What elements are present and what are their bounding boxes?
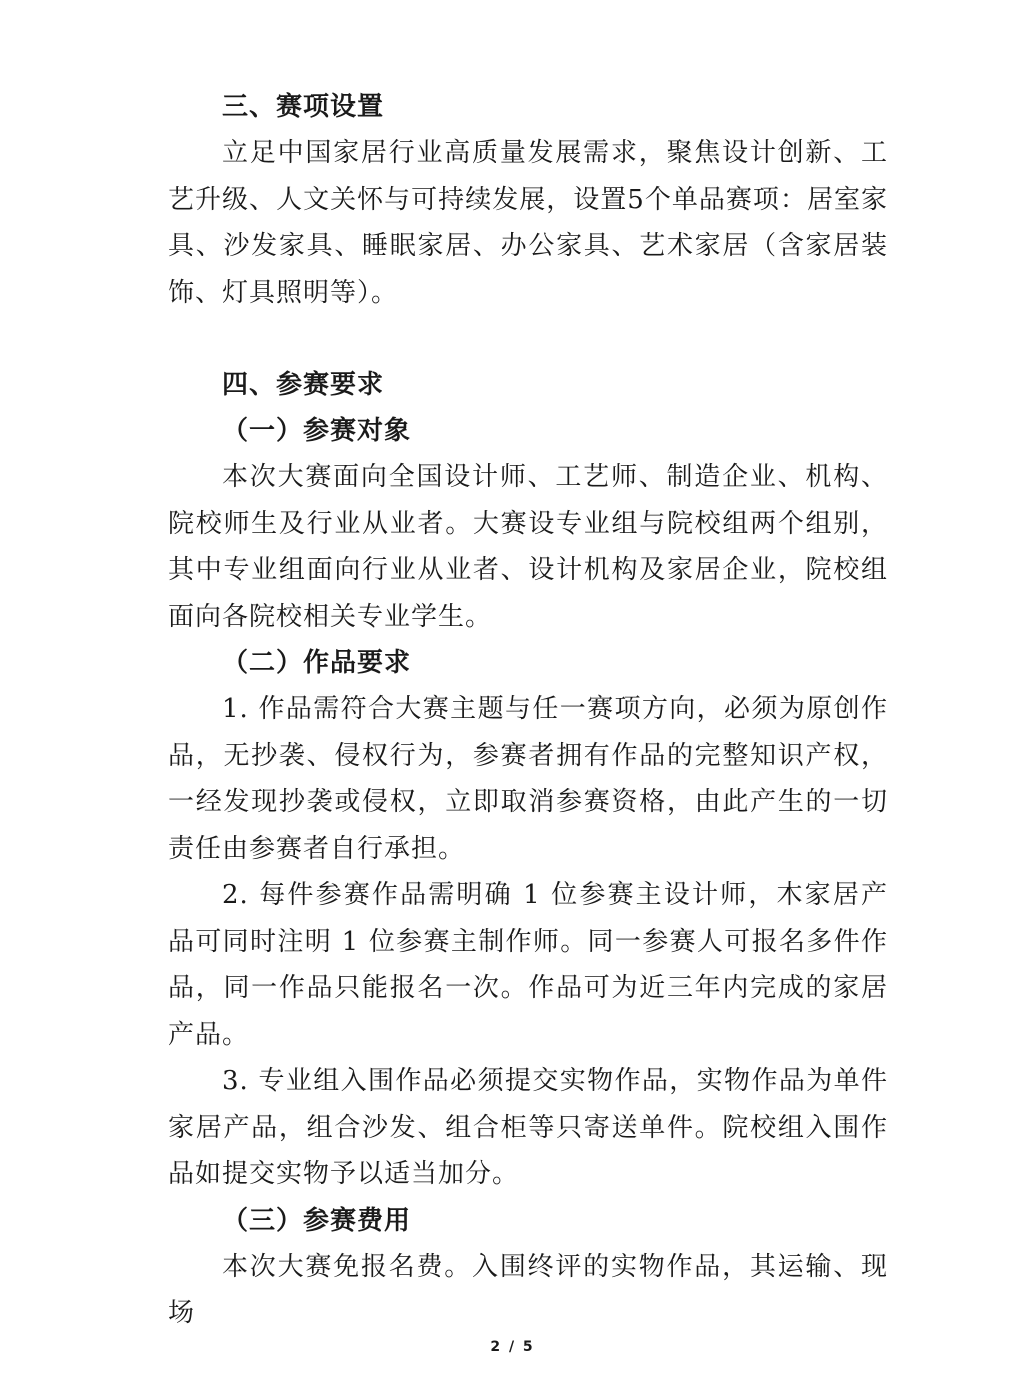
requirement-item-1: 1. 作品需符合大赛主题与任一赛项方向，必须为原创作品，无抄袭、侵权行为，参赛者拥有作品的完整知识产权，一经发现抄袭或侵权，立即取消参赛资格，由此产生的一切责任由参赛者自行承担。 [168,694,888,864]
subsection-2-heading: （二）作品要求 [222,648,412,678]
section-4-heading: 四、参赛要求 [222,370,385,400]
document-body [168,84,888,1337]
subsection-3-paragraph: 本次大赛免报名费。入围终评的实物作品，其运输、现场 [168,1251,888,1328]
requirement-item-3: 3. 专业组入围作品必须提交实物作品，实物作品为单件家居产品，组合沙发、组合柜等只寄送单件。院校组入围作品如提交实物予以适当加分。 [168,1066,888,1189]
section-gap [168,316,888,362]
page-number: 2 / 5 [490,1339,535,1355]
subsection-1-paragraph: 本次大赛面向全国设计师、工艺师、制造企业、机构、院校师生及行业从业者。大赛设专业组与院校组两个组别，其中专业组面向行业从业者、设计机构及家居企业，院校组面向各院校相关专业学生。 [168,462,888,632]
section-3-paragraph: 立足中国家居行业高质量发展需求，聚焦设计创新、工艺升级、人文关怀与可持续发展，设置5个单品赛项：居室家具、沙发家具、睡眠家居、办公家具、艺术家居（含家居装饰、灯具照明等）。 [168,138,888,308]
requirement-item-2: 2. 每件参赛作品需明确 1 位参赛主设计师，木家居产品可同时注明 1 位参赛主制作师。同一参赛人可报名多件作品，同一作品只能报名一次。作品可为近三年内完成的家居产品。 [168,880,888,1050]
section-3-heading: 三、赛项设置 [222,92,385,122]
subsection-1-heading: （一）参赛对象 [222,416,412,446]
subsection-3-heading: （三）参赛费用 [222,1205,412,1236]
